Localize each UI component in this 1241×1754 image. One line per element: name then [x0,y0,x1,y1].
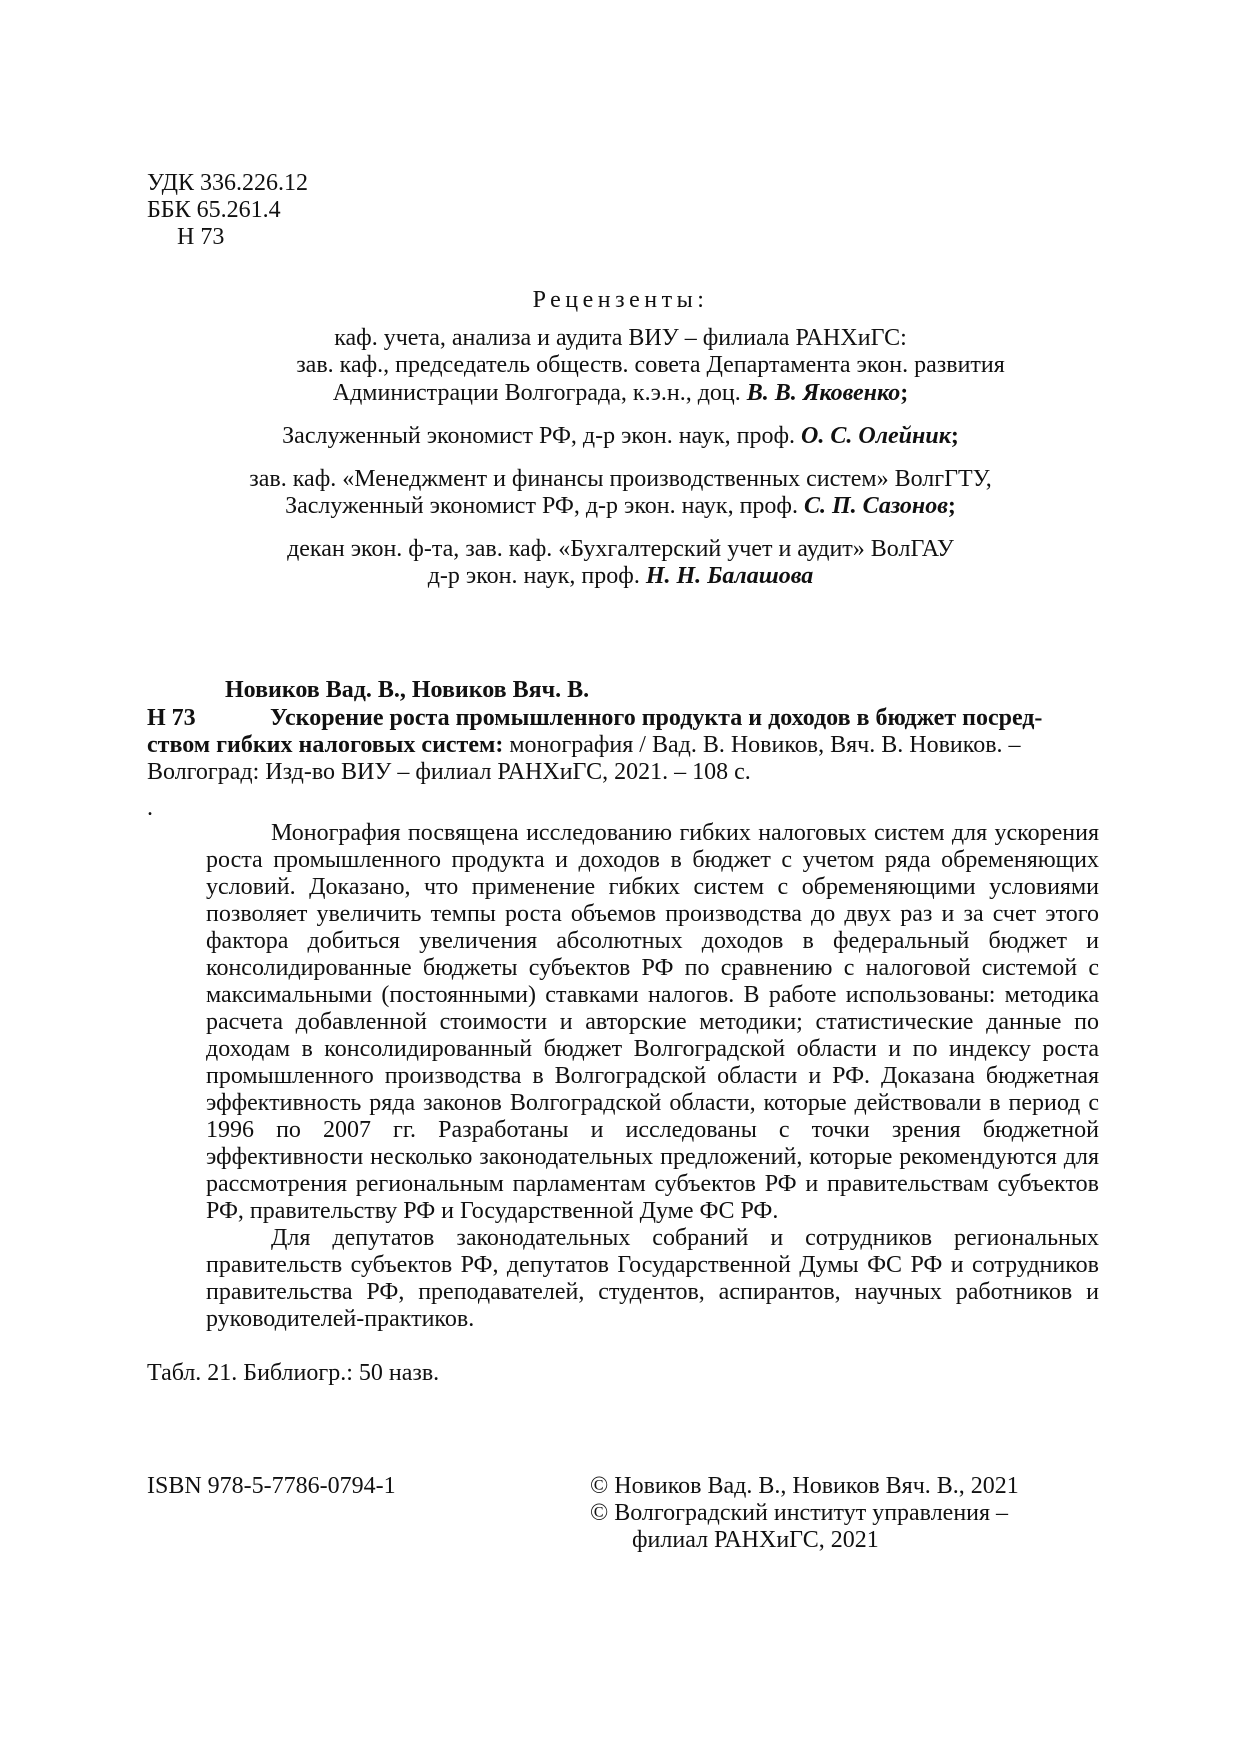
bib-record [147,705,1097,786]
reviewer-1-line-2: зав. каф., председатель обществ. совета Департамента экон. развития [296,352,1005,378]
reviewer-2-affiliation: Заслуженный экономист РФ, д-р экон. наук, проф. [282,423,802,449]
reviewer-4-name: Н. Н. Балашова [645,563,814,589]
bib-code: Н 73 [147,705,196,731]
reviewer-1-affiliation: Администрации Волгограда, к.э.н., доц. [332,380,747,406]
reviewer-3-affiliation: Заслуженный экономист РФ, д-р экон. наук, проф. [285,493,804,519]
reviewer-4-line-2 [0,563,1241,590]
reviewer-1-line-3 [0,380,1241,407]
bbk-code: ББК 65.261.4 [147,197,281,223]
copyright-institute: © Волгоградский институт управления – [590,1500,1009,1526]
abstract [206,820,1099,1333]
bib-details: монография / Вад. В. Новиков, Вяч. В. Новиков. – [503,732,1021,758]
tables-note: Табл. 21. Библиогр.: 50 назв. [147,1360,440,1386]
semicolon: ; [950,423,959,449]
classification-block [147,170,308,251]
abstract-paragraph-2: Для депутатов законодательных собраний и сотрудников региональных правительств субъектов РФ, депутатов Государственной Думы ФС РФ и сотрудников правительства РФ, преподавателей, студентов, аспирантов, научных работников и руководителей-практиков. [206,1225,1099,1332]
reviewer-4-affiliation: д-р экон. наук, проф. [427,563,646,589]
reviewer-3-name: С. П. Сазонов [803,493,948,519]
reviewer-3-line-2 [0,493,1241,520]
reviewer-2-name: О. С. Олейник [801,423,951,449]
reviewer-3-line-1: зав. каф. «Менеджмент и финансы производственных систем» ВолгГТУ, [249,466,992,492]
reviewer-1-line-1: каф. учета, анализа и аудита ВИУ – филиала РАНХиГС: [334,325,907,351]
copyright-block [590,1473,1019,1554]
semicolon: ; [900,380,909,406]
abstract-paragraph-1: Монография посвящена исследованию гибких налоговых систем для ускорения роста промышленного продукта и доходов в бюджет с учетом ряда обременяющих условий. Доказано, что применение гибких систем с обременяющими условиями позволяет увеличить темпы роста объемов производства до двух раз и за счет этого фактора добиться увеличения абсолютных доходов в федеральный бюджет и консолидированные бюджеты субъектов РФ по сравнению с налоговой системой с максимальными (постоянными) ставками налогов. В работе использованы: методика расчета добавленной стоимости и авторские методики; статистические данные по доходам в консолидированный бюджет Волгоградской области и по индексу роста промышленного производства в Волгоградской области и РФ. Доказана бюджетная эффективность ряда законов Волгоградской области, которые действовали в период с 1996 по 2007 гг. Разработаны и исследованы с точки зрения бюджетной эффективности несколько законодательных предложений, которые рекомендуются для рассмотрения региональным парламентам субъектов РФ и правительствам субъектов РФ, правительству РФ и Государственной Думе ФС РФ. [206,820,1099,1224]
bib-title-line-1: Ускорение роста промышленного продукта и доходов в бюджет посред- [270,705,1043,731]
bib-publisher: Волгоград: Изд-во ВИУ – филиал РАНХиГС, 2021. – 108 с. [147,759,751,785]
stray-dot: . [147,795,153,821]
author-mark: Н 73 [177,224,225,250]
copyright-authors: © Новиков Вад. В., Новиков Вяч. В., 2021 [590,1473,1019,1499]
reviewer-2-line [0,423,1241,450]
isbn: ISBN 978-5-7786-0794-1 [147,1473,396,1499]
bib-title-line-2: ством гибких налоговых систем: [147,732,504,758]
reviewer-4-line-1: декан экон. ф-та, зав. каф. «Бухгалтерский учет и аудит» ВолГАУ [287,536,954,562]
semicolon: ; [947,493,956,519]
reviewer-1-name: В. В. Яковенко [746,380,901,406]
bib-authors: Новиков Вад. В., Новиков Вяч. В. [225,677,590,703]
copyright-institute-cont: филиал РАНХиГС, 2021 [632,1527,879,1553]
udk-code: УДК 336.226.12 [147,170,308,196]
reviewers-title: Рецензенты: [532,287,709,313]
